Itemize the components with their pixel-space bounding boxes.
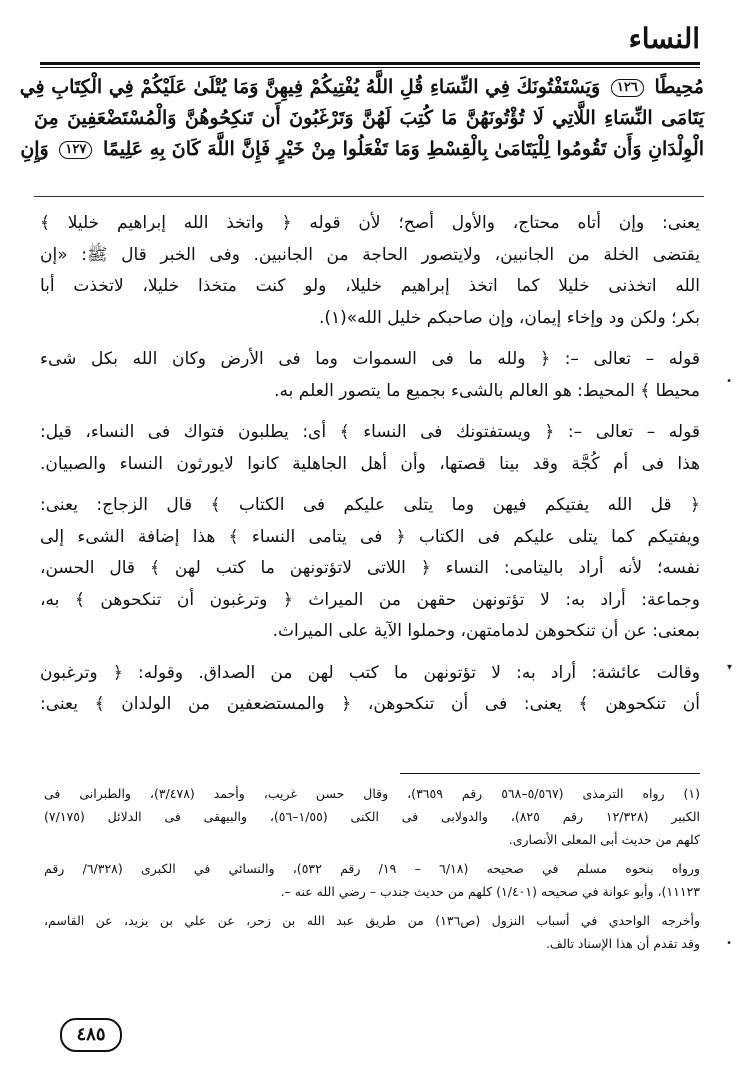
- text-line: الله اتخذنى خليلا كما اتخذ إبراهيم خليلا، ولو كنت متخذا خليلا، لاتخذت أبا: [40, 276, 700, 296]
- ayah-number-marker: ١٢٦: [611, 79, 644, 97]
- text-line: قوله – تعالى –: ﴿ ولله ما فى السموات وما فى الأرض وكان الله بكل شىء: [40, 349, 700, 369]
- header-rule: [40, 62, 700, 68]
- footnote-separator-rule: [400, 773, 700, 774]
- text-line: يعنى: وإن أتاه محتاج، والأول أصح؛ لأن قوله ﴿ واتخذ الله إبراهيم خليلا ﴾: [40, 213, 700, 233]
- quran-text: وَيَسْتَفْتُونَكَ فِي النِّسَاءِ قُلِ اللَّهُ يُفْتِيكُمْ فِيهِنَّ وَمَا يُتْلَىٰ عَلَيْكُمْ فِي الْكِتَابِ فِي: [19, 76, 601, 98]
- text-line: يقتضى الخلة من الجانبين، ولايتصور الحاجة من الجانبين. وفى الخبر قال ﷺ: «إن: [40, 244, 700, 265]
- text-line: ﴿ قل الله يفتيكم فيهن وما يتلى عليكم فى الكتاب ﴾ قال الزجاج: يعنى:: [40, 495, 700, 515]
- commentary-paragraph: [40, 658, 700, 721]
- page-number: ٤٨٥: [60, 1018, 122, 1052]
- text-line: بكر؛ ولكن ود وإخاء إيمان، وإن صاحبكم خليل الله»(١).: [318, 307, 700, 328]
- quran-line: [20, 134, 704, 165]
- text-line: محيطا ﴾ المحيط: هو العالم بالشىء بجميع ما يتصور العلم به.: [274, 380, 700, 401]
- text-line: قوله – تعالى –: ﴿ ويستفتونك فى النساء ﴾ أى: يطلبون فتواك فى النساء، قيل:: [40, 422, 700, 442]
- quran-separator-rule: [34, 196, 704, 197]
- text-line: ويفتيكم كما يتلى عليكم فى الكتاب ﴿ فى يتامى النساء ﴾ هذا إضافة الشىء إلى: [40, 526, 700, 547]
- text-line: بمعنى: عن أن تنكحوهن لدمامتهن، وحملوا الآية على الميراث.: [272, 621, 700, 641]
- commentary-paragraph: [40, 344, 700, 407]
- commentary-paragraph: [40, 208, 700, 334]
- quran-text: الْوِلْدَانِ وَأَن تَقُومُوا لِلْيَتَامَىٰ بِالْقِسْطِ وَمَا تَفْعَلُوا مِنْ خَيْرٍ فَإِنَّ اللَّهَ كَانَ بِهِ عَلِيمًا: [102, 138, 704, 160]
- commentary-body: [40, 208, 700, 731]
- margin-tick-mark: ▾: [726, 662, 732, 673]
- commentary-paragraph: [40, 490, 700, 648]
- footnote-line: الكبير (١٢/٣٢٨ رقم ٨٢٥)، والدولابى فى الكنى (١/٥٥–٥٦)، والبيهقى فى الدلائل (٧/١٧٥): [44, 809, 700, 824]
- margin-dot-mark: •: [726, 376, 732, 387]
- quran-line: [34, 103, 704, 134]
- quran-line: [19, 72, 704, 103]
- footnote: [44, 782, 700, 851]
- text-line: نفسه؛ لأنه أراد باليتامى: النساء ﴿ اللاتى لاتؤتونهن ما كتب لهن ﴾ قال الحسن،: [40, 558, 700, 578]
- margin-dot-mark: •: [726, 938, 732, 949]
- footnote: [44, 909, 700, 955]
- ayah-number-marker: ١٢٧: [59, 141, 92, 159]
- text-line: هذا فى أم كُجَّة وقد بينا قصتها، وأن أهل الجاهلية كانوا لايورثون النساء والصبيان.: [40, 453, 700, 474]
- surah-title: النساء: [628, 22, 700, 55]
- quran-text: مُحِيطًا: [654, 76, 704, 98]
- text-line: وجماعة: أراد به: لا تؤتونهن حقهن من الميراث ﴿ وترغبون أن تنكحوهن ﴾ به،: [40, 589, 700, 610]
- quran-text: وَإِنِ: [20, 138, 49, 160]
- footnote-line: ١١١٢٣)، وأبو عوانة في صحيحه (١/٤٠١) كلهم من حديث جندب – رضي الله عنه –.: [280, 884, 700, 899]
- footnotes-block: [44, 782, 700, 961]
- commentary-paragraph: [40, 417, 700, 480]
- footnote: [44, 857, 700, 903]
- footnote-line: كلهم من حديث أبى المعلى الأنصارى.: [508, 832, 700, 847]
- footnote-line: وقد تقدم أن هذا الإسناد تالف.: [545, 936, 700, 951]
- text-line: أن تنكحوهن ﴾ يعنى: فى أن تنكحوهن، ﴿ والمستضعفين من الولدان ﴾ يعنى:: [40, 694, 700, 714]
- text-line: وقالت عائشة: أراد به: لا تؤتونهن ما كتب لهن من الصداق. وقوله: ﴿ وترغبون: [40, 662, 700, 683]
- footnote-line: وأخرجه الواحدي في أسباب النزول (ص١٣٦) من طريق عبد الله بن زحر، عن علي بن يزيد، عن القاسم،: [44, 913, 700, 928]
- footnote-line: ورواه بنحوه مسلم في صحيحه (٦/١٨ – ١٩/ رقم ٥٣٢)، والنسائي في الكبرى (٦/٣٢٨/ رقم: [44, 861, 701, 876]
- quran-text: يَتَامَى النِّسَاءِ اللَّاتِي لَا تُؤْتُونَهُنَّ مَا كُتِبَ لَهُنَّ وَتَرْغَبُونَ أَن تَنكِحُوهُنَّ وَالْمُسْتَضْعَفِينَ مِنَ: [34, 107, 704, 129]
- footnote-line: (١) رواه الترمذى (٥/٥٦٧–٥٦٨ رقم ٣٦٥٩)، وقال حسن غريب، وأحمد (٣/٤٧٨)، والطبرانى فى: [44, 786, 701, 801]
- page-header: [40, 18, 700, 66]
- quran-text-block: [19, 72, 704, 192]
